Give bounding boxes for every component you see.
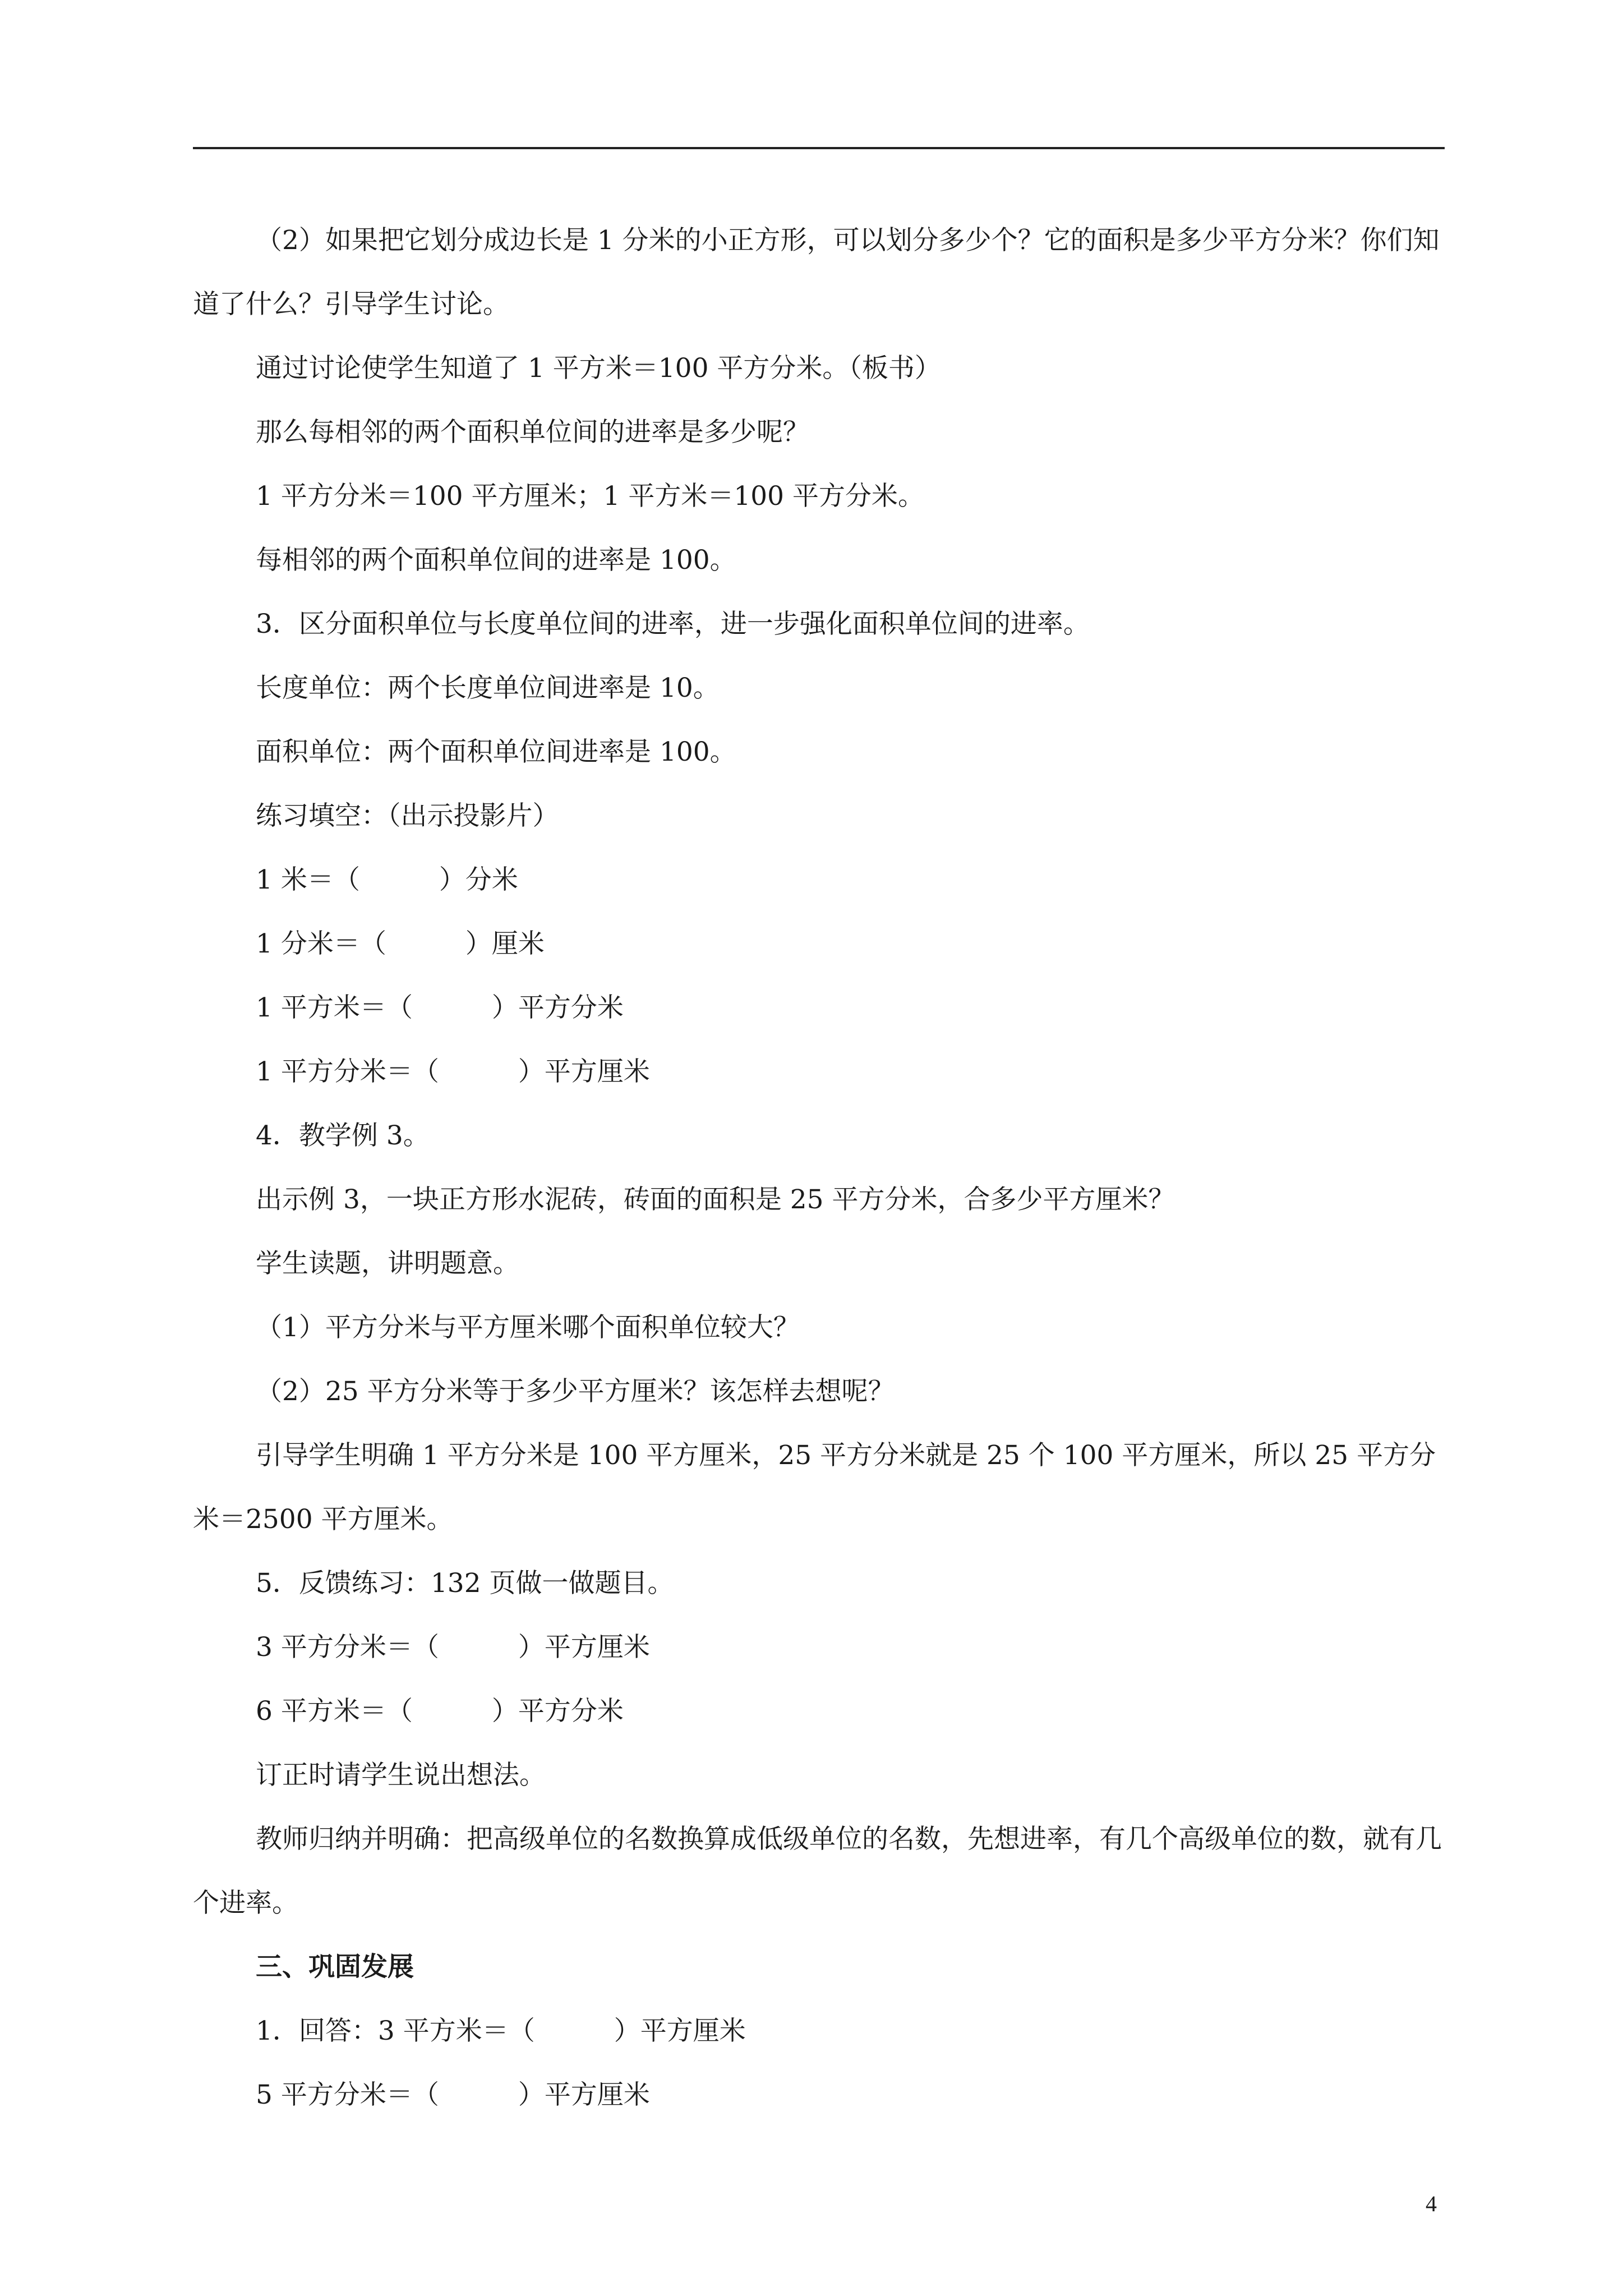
paragraph-discussion-result: 通过讨论使学生知道了 1 平方米＝100 平方分米。（板书）	[256, 353, 941, 384]
exercise-item: 1．回答：3 平方米＝（ ）平方厘米	[256, 2016, 746, 2046]
exercise-item: 6 平方米＝（ ）平方分米	[256, 1696, 624, 1727]
paragraph-divide-square: （2）如果把它划分成边长是 1 分米的小正方形，可以划分多少个？它的面积是多少平方分米？你们知道了什么？引导学生讨论。	[193, 225, 1440, 320]
paragraph-fill-blank: 练习填空：（出示投影片）	[256, 800, 559, 831]
step-3-heading: 3．区分面积单位与长度单位间的进率，进一步强化面积单位间的进率。	[256, 609, 1090, 639]
document-body	[193, 209, 1445, 2127]
paragraph-length-unit: 长度单位：两个长度单位间进率是 10。	[256, 673, 720, 703]
page-number: 4	[1426, 2191, 1437, 2216]
exercise-item: 3 平方分米＝（ ）平方厘米	[256, 1632, 650, 1663]
paragraph-correction: 订正时请学生说出想法。	[256, 1760, 546, 1791]
paragraph-read-problem: 学生读题，讲明题意。	[256, 1248, 519, 1279]
paragraph-example-3: 出示例 3，一块正方形水泥砖，砖面的面积是 25 平方分米，合多少平方厘米？	[256, 1184, 1175, 1215]
paragraph-question-rate: 那么每相邻的两个面积单位间的进率是多少呢？	[256, 417, 809, 448]
question-1: （1）平方分米与平方厘米哪个面积单位较大？	[256, 1312, 800, 1343]
paragraph-guide-students: 引导学生明确 1 平方分米是 100 平方厘米，25 平方分米就是 25 个 100 平方厘米，所以 25 平方分米＝2500 平方厘米。	[193, 1440, 1436, 1535]
exercise-item: 1 平方米＝（ ）平方分米	[256, 992, 624, 1023]
exercise-item: 1 分米＝（ ）厘米	[256, 928, 545, 959]
header-rule	[193, 147, 1445, 149]
exercise-item: 1 平方分米＝（ ）平方厘米	[256, 1056, 650, 1087]
question-2: （2）25 平方分米等于多少平方厘米？该怎样去想呢？	[256, 1376, 895, 1407]
exercise-item: 1 米＝（ ）分米	[256, 864, 518, 895]
paragraph-teacher-summary: 教师归纳并明确：把高级单位的名数换算成低级单位的名数，先想进率，有几个高级单位的数，就有几个进率。	[193, 1824, 1442, 1918]
step-5-heading: 5．反馈练习：132 页做一做题目。	[256, 1568, 674, 1599]
exercise-item: 5 平方分米＝（ ）平方厘米	[256, 2079, 650, 2110]
step-4-heading: 4．教学例 3。	[256, 1120, 430, 1151]
paragraph-rate-100: 每相邻的两个面积单位间的进率是 100。	[256, 545, 736, 576]
section-heading-consolidate: 三、巩固发展	[256, 1952, 414, 1982]
paragraph-area-unit: 面积单位：两个面积单位间进率是 100。	[256, 737, 736, 767]
paragraph-conversions: 1 平方分米＝100 平方厘米；1 平方米＝100 平方分米。	[256, 481, 924, 512]
